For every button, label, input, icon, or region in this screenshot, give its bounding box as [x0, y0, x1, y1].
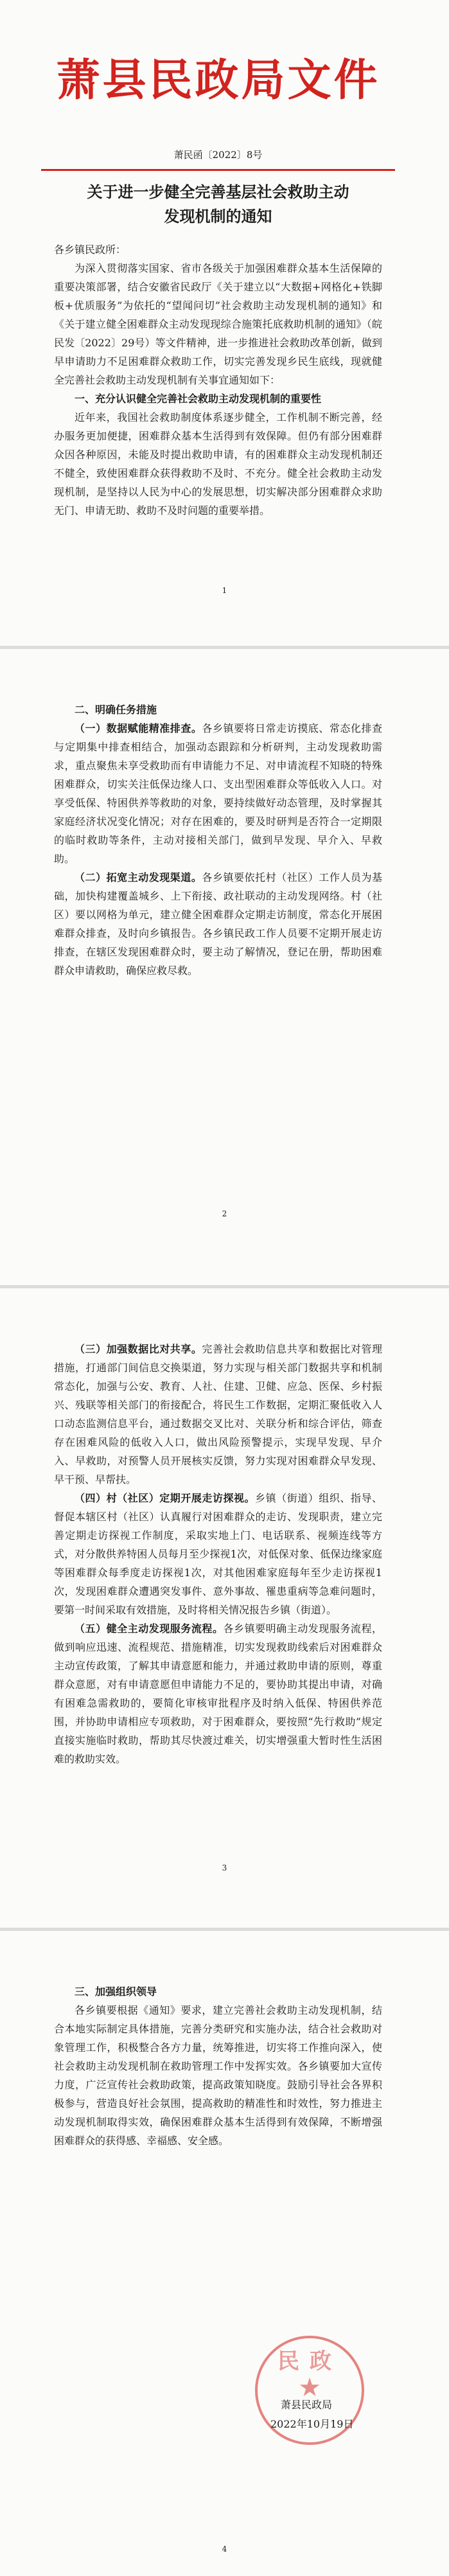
- page-number-3: 3: [222, 1863, 227, 1872]
- seal-text: 民政: [277, 2349, 342, 2374]
- section-3-body: 各乡镇要根据《通知》要求，建立完善社会救助主动发现机制，结合本地实际制定具体措施，完善分类研究和实施办法，结合社会救助对象管理工作，积极整合各方力量，统筹推进，切实将工作推向深入，使社会救助主动发现机制在救助管理工作中发挥实效。各乡镇要加大宣传力度，广泛宣传社会救助政策，提高政策知晓度。鼓励引导社会各界积极参与，营造良好社会氛围，提高救助的精准性和时效性，努力推进主动发现机制取得实效，确保困难群众基本生活得到有效保障，不断增强困难群众的获得感、幸福感、安全感。: [54, 2004, 382, 2147]
- document-page-3: [0, 1288, 449, 1928]
- item-2-body: 各乡镇要依托村（社区）工作人员为基础，加快构建覆盖城乡、上下衔接、政社联动的主动发现网络。村（社区）要以网格为单元，建立健全困难群众定期走访制度，常态化开展困难群众排查，及时向乡镇报告。各乡镇民政工作人员要不定期开展走访排查，在辖区发现困难群众时，要主动了解情况，登记在册，帮助困难群众申请救助，确保应救尽救。: [54, 871, 382, 977]
- item-3-body: 完善社会救助信息共享和数据比对管理措施，打通部门间信息交换渠道，努力实现与相关部门数据共享和机制常态化，加强与公安、教育、人社、住建、卫健、应急、医保、乡村振兴、残联等相关部门的衔接配合，将民生工作数据，定期汇聚低收入人口动态监测信息平台，通过数据交叉比对、关联分析和综合评估，筛查存在困难风险的低收入人口，做出风险预警提示，实现早发现、早介入、早救助，对预警人员开展核实反馈，努力实现对困难群众早发现、早干预、早帮扶。: [54, 1343, 382, 1486]
- section-2-heading: 二、明确任务措施: [75, 704, 157, 716]
- document-title: [54, 180, 382, 229]
- item-3-paragraph: [54, 1340, 382, 1489]
- page-number-4: 4: [222, 2545, 227, 2554]
- document-page-4: [0, 1931, 449, 2576]
- item-5-lead: （五）健全主动发现服务流程。: [75, 1622, 224, 1635]
- signature-date: 2022年10月19日: [270, 2418, 354, 2430]
- section-1-heading: 一、充分认识健全完善社会救助主动发现机制的重要性: [75, 393, 322, 405]
- item-1-body: 各乡镇要将日常走访摸底、常态化排查与定期集中排查相结合，加强动态跟踪和分析研判，主动发现救助需求，重点聚焦未享受救助而有申请能力不足、对申请流程不知晓的特殊困难群众，切实关注低保边缘人口、支出型困难群众等低收入人口。对享受低保、特困供养等救助的对象，要持续做好动态管理，及时掌握其家庭经济状况变化情况；对存在困难的，要及时研判是否符合一定期限的临时救助等条件，主动对接相关部门，做到早发现、早介入、早救助。: [54, 722, 382, 865]
- document-number: 萧民函〔2022〕8号: [173, 149, 263, 161]
- section-1-body: 近年来，我国社会救助制度体系逐步健全，工作机制不断完善，经办服务更加便捷，困难群众基本生活得到有效保障。但仍有部分困难群众因各种原因，未能及时提出救助申请，有的困难群众主动发现机制还不健全，致使困难群众获得救助不及时、不充分。健全社会救助主动发现机制，是坚持以人民为中心的发展思想，切实解决部分困难群众求助无门、申请无助、救助不及时问题的重要举措。: [54, 411, 382, 517]
- item-4-paragraph: [54, 1489, 382, 1619]
- document-title-line-1: 关于进一步健全完善基层社会救助主动: [87, 183, 349, 201]
- signature-organization: 萧县民政局: [281, 2399, 333, 2411]
- item-4-body: 乡镇（街道）组织、指导、督促本辖区村（社区）认真履行对困难群众的走访、发现职责，建立完善定期走访探视工作制度，采取实地上门、电话联系、视频连线等方式，对分散供养特困人员每月至少探视1次，对低保对象、低保边缘家庭等困难群众每季度走访探视1次，对其他困难家庭每年至少走访探视1次，发现困难群众遭遇突发事件、意外事故、罹患重病等急难问题时，要第一时间采取有效措施，及时将相关情况报告乡镇（街道）。: [54, 1492, 382, 1616]
- document-page-2: [0, 649, 449, 1285]
- item-4-lead: （四）村（社区）定期开展走访探视。: [75, 1492, 256, 1504]
- item-2-lead: （二）拓宽主动发现渠道。: [75, 871, 202, 884]
- item-3-lead: （三）加强数据比对共享。: [75, 1343, 202, 1355]
- seal-star-icon: ★: [298, 2373, 321, 2403]
- document-page-1: [0, 0, 449, 646]
- item-5-paragraph: [54, 1619, 382, 1768]
- document-title-line-2: 发现机制的通知: [164, 208, 272, 226]
- item-1-paragraph: [54, 719, 382, 868]
- document-header: 萧县民政局文件: [56, 55, 380, 106]
- item-1-lead: （一）数据赋能精准排查。: [75, 722, 202, 734]
- page-number-2: 2: [222, 1209, 227, 1218]
- salutation: 各乡镇民政所：: [54, 244, 127, 256]
- page-number-1: 1: [222, 586, 227, 595]
- item-5-body: 各乡镇要明确主动发现服务流程，做到响应迅速、流程规范、措施精准，切实发现救助线索后对困难群众主动宣传政策，了解其申请意愿和能力，并通过救助申请的原则，尊重群众意愿，对有申请意愿但申请能力不足的，要协助其提出申请，对确有困难急需救助的，要简化审核审批程序及时纳入低保、特困供养范围，并协助申请相应专项救助，对于困难群众，要按照“先行救助”规定直接实施临时救助，帮助其尽快渡过难关，切实增强重大暂时性生活困难的救助实效。: [54, 1622, 382, 1765]
- intro-paragraph: 为深入贯彻落实国家、省市各级关于加强困难群众基本生活保障的重要决策部署，结合安徽省民政厅《关于建立以“大数据+网格化+铁脚板+优质服务”为依托的“望闻问切”社会救助主动发现机制的通知》和《关于建立健全困难群众主动发现现综合施策托底救助机制的通知》（皖民发〔2022〕29号）等文件精神，进一步推进社会救助改革创新，做到早申请助力不足困难群众救助工作，切实完善发现乡民生底线，现就健全完善社会救助主动发现机制有关事宜通知如下：: [54, 262, 382, 386]
- section-3-heading: 三、加强组织领导: [75, 1985, 157, 1998]
- signature-block: [255, 2336, 377, 2458]
- item-2-paragraph: [54, 868, 382, 980]
- red-divider-rule: [41, 169, 395, 171]
